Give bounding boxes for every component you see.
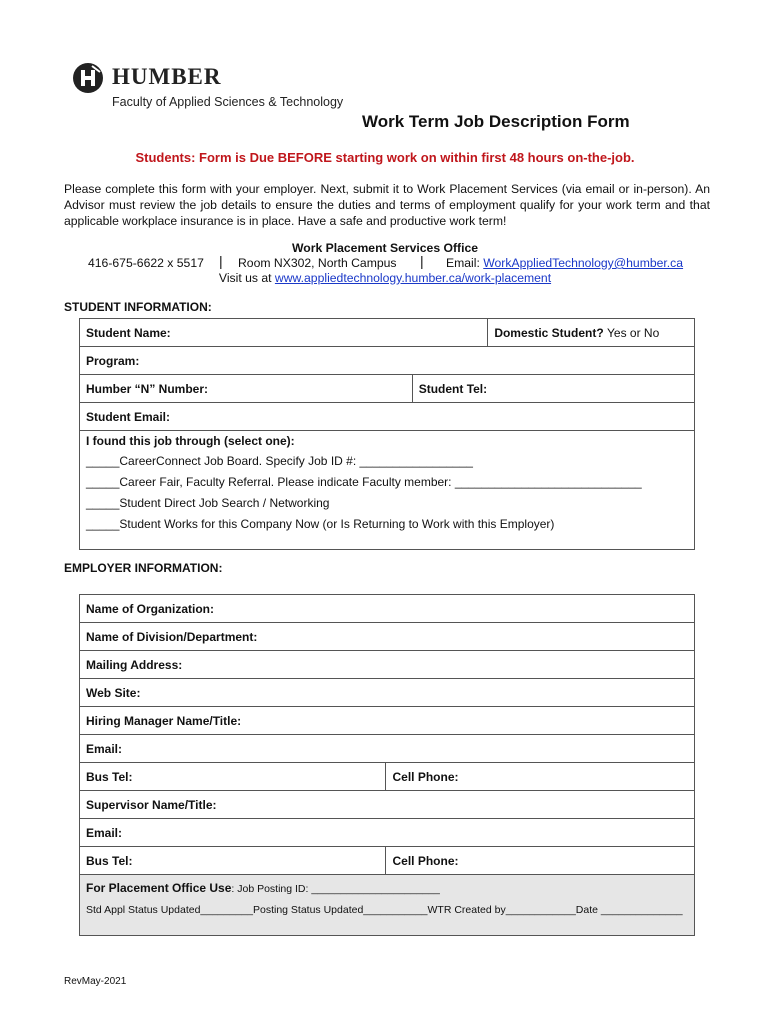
supervisor-email-label: Email: — [86, 825, 123, 840]
office-contact — [0, 241, 770, 286]
cell-phone-label: Cell Phone: — [392, 853, 459, 868]
divider: | — [420, 253, 424, 269]
hiring-manager-field[interactable] — [80, 707, 695, 735]
job-source-option[interactable]: _____Career Fair, Faculty Referral. Please indicate Faculty member: ____________________________ — [86, 475, 642, 489]
employer-heading: EMPLOYER INFORMATION: — [64, 561, 223, 575]
job-source-option[interactable]: _____Student Works for this Company Now (or Is Returning to Work with this Employer) — [86, 517, 555, 531]
student-email-label: Student Email: — [86, 409, 171, 424]
humber-logo — [72, 60, 352, 116]
humber-number-label: Humber “N” Number: — [86, 381, 209, 396]
organization-label: Name of Organization: — [86, 601, 215, 616]
student-tel-label: Student Tel: — [418, 381, 488, 396]
humber-number-field[interactable] — [80, 375, 413, 403]
placement-office-box — [80, 875, 695, 936]
website-field[interactable] — [80, 679, 695, 707]
contact-row — [0, 253, 770, 271]
student-name-label: Student Name: — [86, 325, 171, 340]
bus-tel-label: Bus Tel: — [86, 769, 133, 784]
visit-row — [0, 271, 770, 286]
visit-label: Visit us at — [218, 271, 275, 285]
manager-cell-field[interactable] — [386, 763, 695, 791]
bus-tel-label: Bus Tel: — [86, 853, 133, 868]
revision-footer: RevMay-2021 — [64, 976, 127, 987]
student-email-field[interactable] — [80, 403, 695, 431]
office-email-link[interactable]: WorkAppliedTechnology@humber.ca — [483, 256, 684, 270]
website-link[interactable]: www.appliedtechnology.humber.ca/work-placement — [274, 271, 552, 285]
program-field[interactable] — [80, 347, 695, 375]
humber-shield-icon — [72, 62, 104, 94]
office-email-wrap — [446, 256, 683, 271]
email-label: Email: — [446, 256, 484, 270]
domestic-field[interactable] — [488, 319, 695, 347]
student-name-field[interactable] — [80, 319, 488, 347]
employer-info-table — [79, 594, 695, 936]
placement-office-label: For Placement Office Use — [86, 881, 232, 895]
student-info-table — [79, 318, 695, 550]
supervisor-field[interactable] — [80, 791, 695, 819]
job-posting-id[interactable]: : Job Posting ID: ______________________ — [231, 883, 440, 895]
office-phone: 416-675-6622 x 5517 — [88, 256, 204, 270]
office-title: Work Placement Services Office — [291, 241, 479, 255]
supervisor-cell-field[interactable] — [386, 847, 695, 875]
mailing-address-field[interactable] — [80, 651, 695, 679]
intro-text: Please complete this form with your employer. Next, submit it to Work Placement Services (via email or in-person). An Advisor must review the job details to ensure the duties and terms of employment qualify for your work term and that applicable workplace insurance is in place. Have a safe and productive work term! — [64, 182, 710, 228]
website-label: Web Site: — [86, 685, 141, 700]
mailing-address-label: Mailing Address: — [86, 657, 183, 672]
divider: | — [219, 253, 223, 269]
logo-faculty: Faculty of Applied Sciences & Technology — [112, 95, 344, 109]
program-label: Program: — [86, 353, 140, 368]
manager-email-field[interactable] — [80, 735, 695, 763]
job-source-option[interactable]: _____Student Direct Job Search / Networking — [86, 496, 330, 510]
manager-email-label: Email: — [86, 741, 123, 756]
division-label: Name of Division/Department: — [86, 629, 258, 644]
logo-name: HUMBER — [112, 64, 222, 89]
student-tel-field[interactable] — [412, 375, 694, 403]
manager-bus-tel-field[interactable] — [80, 763, 386, 791]
domestic-options: Yes or No — [607, 325, 660, 340]
supervisor-label: Supervisor Name/Title: — [86, 797, 217, 812]
form-title: Work Term Job Description Form — [362, 112, 630, 131]
office-room: Room NX302, North Campus — [238, 256, 397, 270]
organization-field[interactable] — [80, 595, 695, 623]
due-notice: Students: Form is Due BEFORE starting work on within first 48 hours on-the-job. — [135, 150, 635, 165]
job-source-field — [80, 431, 695, 550]
supervisor-bus-tel-field[interactable] — [80, 847, 386, 875]
cell-phone-label: Cell Phone: — [392, 769, 459, 784]
job-source-option[interactable]: _____CareerConnect Job Board. Specify Job ID #: _________________ — [86, 454, 473, 468]
division-field[interactable] — [80, 623, 695, 651]
status-line[interactable]: Std Appl Status Updated_________Posting Status Updated___________WTR Created by____________Date ______________ — [86, 904, 683, 916]
supervisor-email-field[interactable] — [80, 819, 695, 847]
placement-office-line — [86, 881, 688, 895]
hiring-manager-label: Hiring Manager Name/Title: — [86, 713, 242, 728]
job-source-label: I found this job through (select one): — [86, 434, 295, 448]
domestic-label: Domestic Student? — [494, 325, 604, 340]
student-heading: STUDENT INFORMATION: — [64, 300, 212, 314]
